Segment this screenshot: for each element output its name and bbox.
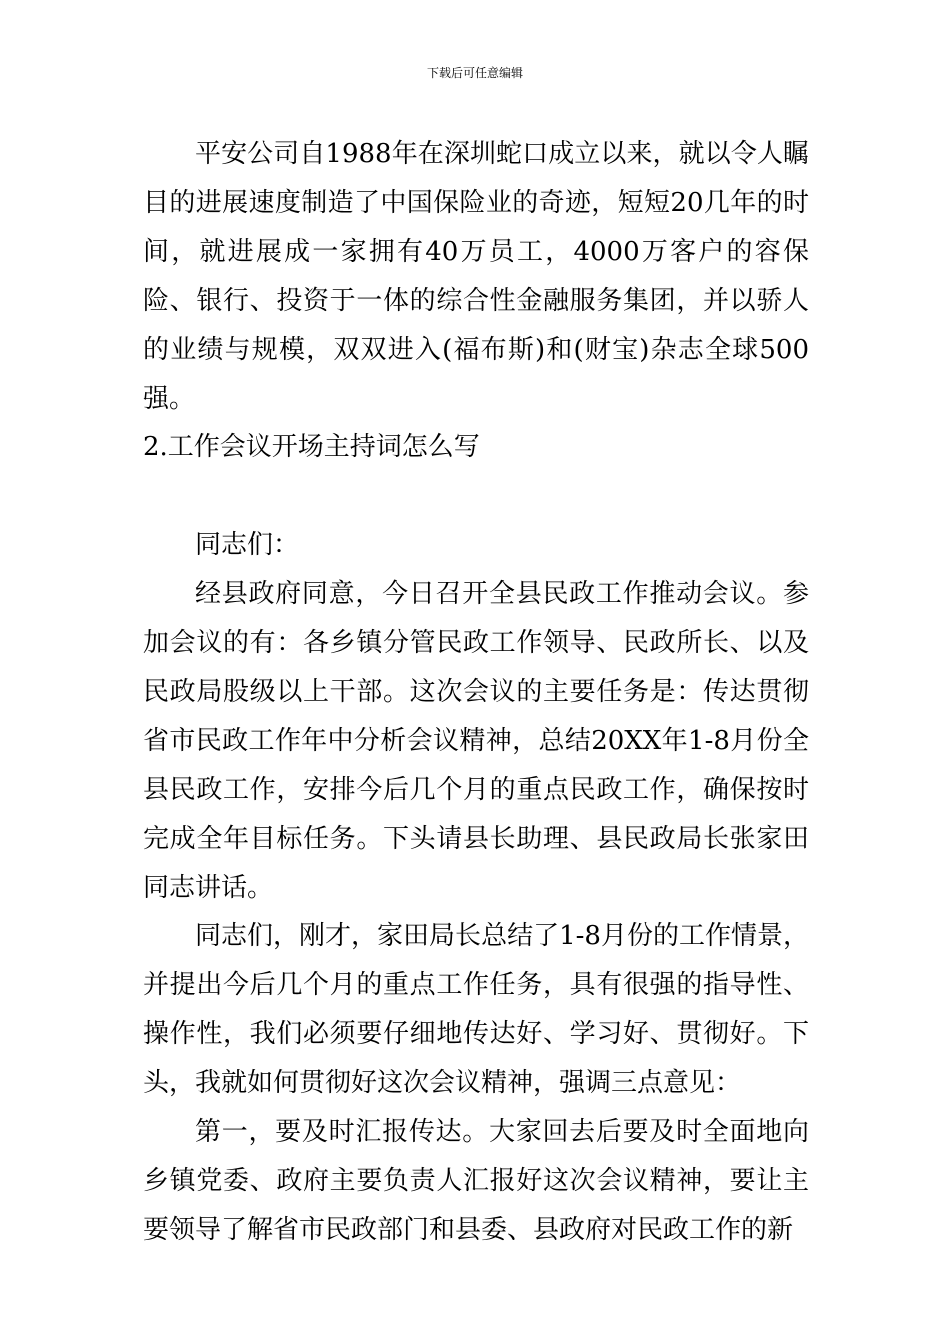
paragraph-point-one: 第一，要及时汇报传达。大家回去后要及时全面地向乡镇党委、政府主要负责人汇报好这次会议精神，要让主要领导了解省市民政部门和县委、县政府对民政工作的新	[143, 1117, 809, 1245]
paragraph-summary: 同志们，刚才，家田局长总结了1-8月份的工作情景，并提出今后几个月的重点工作任务，具有很强的指导性、操作性，我们必须要仔细地传达好、学习好、贯彻好。下头，我就如何贯彻好这次会议精神，强调三点意见：	[143, 921, 809, 1099]
section-heading: 2.工作会议开场主持词怎么写	[143, 432, 480, 463]
page-header: 下载后可任意编辑	[426, 66, 523, 80]
document-body	[143, 130, 809, 1255]
paragraph-intro: 平安公司自1988年在深圳蛇口成立以来，就以令人瞩目的进展速度制造了中国保险业的奇迹，短短20几年的时间，就进展成一家拥有40万员工，4000万客户的容保险、银行、投资于一体的综合性金融服务集团，并以骄人的业绩与规模，双双进入(福布斯)和(财宝)杂志全球500强。	[143, 139, 809, 414]
blank-line	[143, 472, 809, 521]
paragraph-opening: 经县政府同意，今日召开全县民政工作推动会议。参加会议的有：各乡镇分管民政工作领导、民政所长、以及民政局股级以上干部。这次会议的主要任务是：传达贯彻省市民政工作年中分析会议精神，总结20XX年1-8月份全县民政工作，安排今后几个月的重点民政工作，确保按时完成全年目标任务。下头请县长助理、县民政局长张家田同志讲话。	[143, 579, 809, 903]
salutation: 同志们：	[195, 530, 300, 561]
